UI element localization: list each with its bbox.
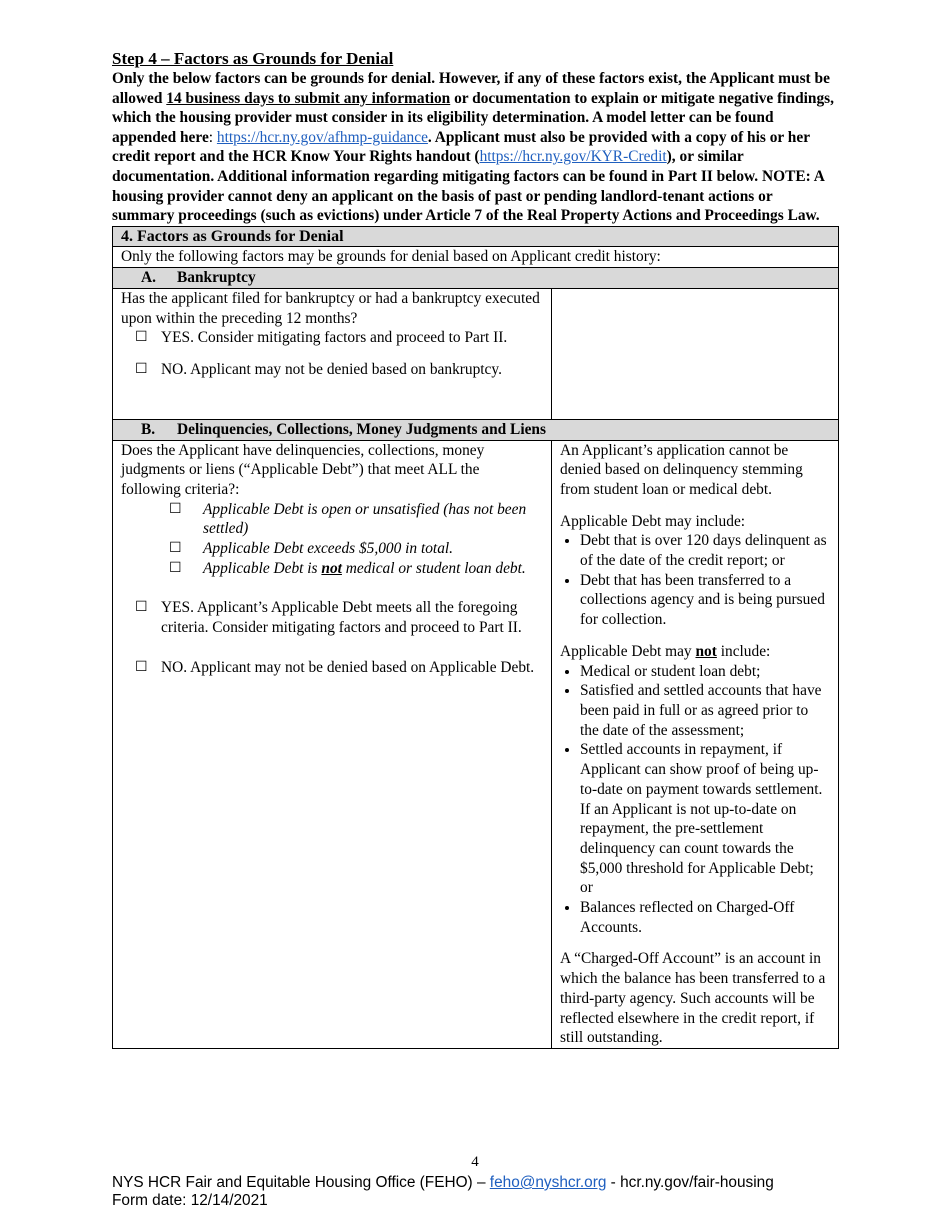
- may-include-title: Applicable Debt may include:: [560, 512, 746, 530]
- section-a-header: [113, 268, 839, 289]
- afhmp-guidance-link[interactable]: https://hcr.ny.gov/afhmp-guidance: [216, 128, 428, 146]
- table-header: 4. Factors as Grounds for Denial: [113, 226, 839, 247]
- checkbox-icon[interactable]: ☐: [135, 659, 148, 675]
- section-b-title: Delinquencies, Collections, Money Judgments and Liens: [177, 420, 546, 438]
- list-item: • Debt that is over 120 days delinquent as of the date of the credit report; or: [580, 531, 830, 570]
- list-item: • Debt that has been transferred to a collections agency and is being pursued for collection.: [580, 571, 830, 630]
- intro-text-4: ), or similar documentation. Additional information regarding mitigating factors can be found in Part II below. NOTE: A housing provider cannot deny an applicant on the basis of past or pending landlord-tenant actions or summary proceedings (such as evictions) under Article 7 of the Real Property Actions and Proceedings Law.: [112, 148, 825, 225]
- checkbox-icon[interactable]: ☐: [135, 330, 148, 346]
- section-a-title: Bankruptcy: [177, 269, 256, 287]
- footer-office: NYS HCR Fair and Equitable Housing Office (FEHO) –: [112, 1174, 490, 1191]
- debt-no-label: NO. Applicant may not be denied based on Applicable Debt.: [161, 658, 535, 676]
- right-intro: An Applicant’s application cannot be denied based on delinquency stemming from student loan or medical debt.: [560, 441, 803, 498]
- list-item: • Satisfied and settled accounts that have been paid in full or as agreed prior to the date of the assessment;: [580, 681, 830, 740]
- intro-colon: :: [208, 128, 217, 146]
- bankruptcy-yes-option[interactable]: [121, 328, 543, 348]
- criterion-3-post: medical or student loan debt.: [341, 559, 526, 577]
- section-a-left: [113, 288, 552, 419]
- bankruptcy-yes-label: YES. Consider mitigating factors and proceed to Part II.: [161, 329, 508, 347]
- criterion-3[interactable]: [121, 559, 543, 579]
- not-include-emph: not: [695, 642, 717, 660]
- criterion-3-emph: not: [321, 559, 342, 577]
- section-b-left: [113, 440, 552, 1048]
- charged-off-note: A “Charged-Off Account” is an account in which the balance has been transferred to a third-party agency. Such accounts will be reflected elsewhere in the credit report, if still outstanding.: [560, 950, 826, 1047]
- not-include-list: [560, 662, 830, 938]
- section-b-right: [552, 440, 839, 1048]
- checkbox-icon[interactable]: ☐: [135, 361, 148, 377]
- section-a-right: [552, 288, 839, 419]
- bankruptcy-no-option[interactable]: [121, 360, 543, 380]
- may-include-list: [560, 531, 830, 630]
- section-b-header: [113, 419, 839, 440]
- footer-line-1: [112, 1174, 774, 1192]
- footer-website: - hcr.ny.gov/fair-housing: [606, 1174, 774, 1191]
- checkbox-icon[interactable]: ☐: [169, 501, 182, 517]
- table-intro: Only the following factors may be grounds for denial based on Applicant credit history:: [113, 247, 839, 268]
- footer-form-date: Form date: 12/14/2021: [112, 1192, 268, 1209]
- intro-underlined: 14 business days to submit any information: [166, 89, 451, 107]
- checkbox-icon[interactable]: ☐: [135, 600, 148, 616]
- page-number: 4: [471, 1154, 479, 1170]
- section-b-letter: B.: [141, 420, 156, 438]
- intro-text-2: or documentation to explain or mitigate negative findings, which the housing provider must consider in its eligibility determination. A model letter can be found appended here: [112, 89, 835, 146]
- not-include-title: [560, 642, 830, 662]
- criterion-1[interactable]: [121, 500, 543, 539]
- intro-text-3: . Applicant must also be provided with a copy of his or her credit report and the HCR Know Your Rights handout (: [112, 128, 810, 166]
- debt-yes-option[interactable]: [121, 598, 543, 637]
- checkbox-icon[interactable]: ☐: [169, 541, 182, 557]
- factors-table: [112, 226, 839, 1049]
- not-include-pre: Applicable Debt may: [560, 642, 696, 660]
- intro-text-1: Only the below factors can be grounds for denial. However, if any of these factors exist, the Applicant must be allowed: [112, 70, 830, 107]
- list-item: • Settled accounts in repayment, if Applicant can show proof of being up-to-date on payment towards settlement. If an Applicant is not up-to-date on repayment, the pre-settlement delinquency can count towards the $5,000 threshold for Applicable Debt; or: [580, 740, 830, 898]
- step-title: Step 4 – Factors as Grounds for Denial: [112, 49, 394, 68]
- footer-email-link[interactable]: feho@nyshcr.org: [489, 1174, 607, 1191]
- list-item: • Balances reflected on Charged-Off Accounts.: [580, 898, 830, 937]
- debt-no-option[interactable]: [121, 658, 543, 678]
- not-include-post: include:: [716, 642, 771, 660]
- debt-yes-label: YES. Applicant’s Applicable Debt meets all the foregoing criteria. Consider mitigating factors and proceed to Part II.: [161, 599, 522, 637]
- criterion-2-label: Applicable Debt exceeds $5,000 in total.: [203, 540, 454, 558]
- section-a-letter: A.: [141, 269, 156, 287]
- list-item: • Medical or student loan debt;: [580, 662, 830, 682]
- bankruptcy-question: Has the applicant filed for bankruptcy or had a bankruptcy executed upon within the preceding 12 months?: [121, 289, 540, 327]
- footer: [112, 1174, 774, 1210]
- debt-question: Does the Applicant have delinquencies, collections, money judgments or liens (“Applicable Debt”) that meet ALL the following criteria?:: [121, 441, 485, 498]
- criterion-3-pre: Applicable Debt is: [203, 559, 322, 577]
- criterion-2[interactable]: [121, 539, 543, 559]
- checkbox-icon[interactable]: ☐: [169, 560, 182, 576]
- criterion-1-label: Applicable Debt is open or unsatisfied (has not been settled): [203, 500, 527, 538]
- bankruptcy-no-label: NO. Applicant may not be denied based on bankruptcy.: [161, 360, 502, 378]
- intro-paragraph: [112, 69, 838, 226]
- document-page: [112, 49, 838, 1049]
- kyr-credit-link[interactable]: https://hcr.ny.gov/KYR-Credit: [479, 148, 667, 166]
